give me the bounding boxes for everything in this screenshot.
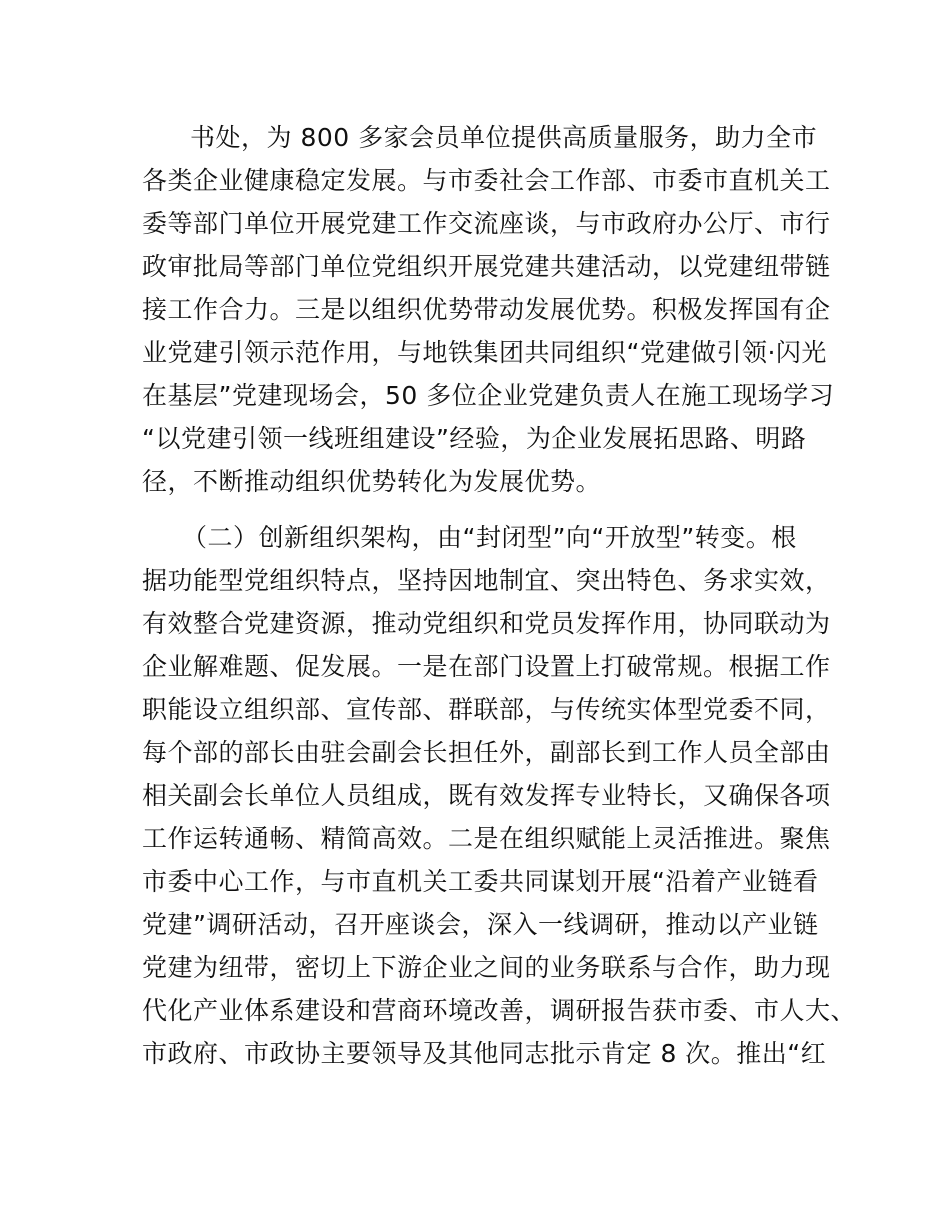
paragraph-2-line-6: 每个部的部长由驻会副会长担任外，副部长到工作人员全部由 [142, 738, 831, 767]
paragraph-1-line-3: 委等部门单位开展党建工作交流座谈，与市政府办公厅、市行 [142, 209, 831, 238]
paragraph-2-line-1: （二）创新组织架构，由“封闭型”向“开放型”转变。根 [182, 523, 797, 552]
paragraph-2-line-12: 代化产业体系建设和营商环境改善，调研报告获市委、市人大、 [142, 996, 857, 1025]
paragraph-1-line-4: 政审批局等部门单位党组织开展党建共建活动，以党建纽带链 [142, 252, 831, 281]
paragraph-2-line-4: 企业解难题、促发展。一是在部门设置上打破常规。根据工作 [142, 652, 831, 681]
paragraph-1-line-9: 径，不断推动组织优势转化为发展优势。 [142, 467, 602, 496]
paragraph-1-line-7: 在基层”党建现场会，50 多位企业党建负责人在施工现场学习 [142, 381, 835, 410]
paragraph-2-line-2: 据功能型党组织特点，坚持因地制宜、突出特色、务求实效， [142, 566, 831, 595]
paragraph-2-line-7: 相关副会长单位人员组成，既有效发挥专业特长，又确保各项 [142, 781, 831, 810]
paragraph-2-line-9: 市委中心工作，与市直机关工委共同谋划开展“沿着产业链看 [142, 867, 819, 896]
paragraph-2-line-13: 市政府、市政协主要领导及其他同志批示肯定 8 次。推出“红 [142, 1039, 827, 1068]
paragraph-1-line-2: 各类企业健康稳定发展。与市委社会工作部、市委市直机关工 [142, 166, 831, 195]
paragraph-1-line-5: 接工作合力。三是以组织优势带动发展优势。积极发挥国有企 [142, 295, 831, 324]
paragraph-1-line-8: “以党建引领一线班组建设”经验，为企业发展拓思路、明路 [142, 424, 807, 453]
paragraph-2-line-11: 党建为纽带，密切上下游企业之间的业务联系与合作，助力现 [142, 953, 831, 982]
paragraph-2-line-8: 工作运转通畅、精简高效。二是在组织赋能上灵活推进。聚焦 [142, 824, 831, 853]
paragraph-1-line-6: 业党建引领示范作用，与地铁集团共同组织“党建做引领·闪光 [142, 338, 827, 367]
paragraph-2-line-10: 党建”调研活动，召开座谈会，深入一线调研，推动以产业链 [142, 910, 819, 939]
paragraph-2-line-3: 有效整合党建资源，推动党组织和党员发挥作用，协同联动为 [142, 609, 831, 638]
paragraph-1-line-1: 书处，为 800 多家会员单位提供高质量服务，助力全市 [190, 123, 818, 152]
paragraph-2-line-5: 职能设立组织部、宣传部、群联部，与传统实体型党委不同， [142, 695, 831, 724]
